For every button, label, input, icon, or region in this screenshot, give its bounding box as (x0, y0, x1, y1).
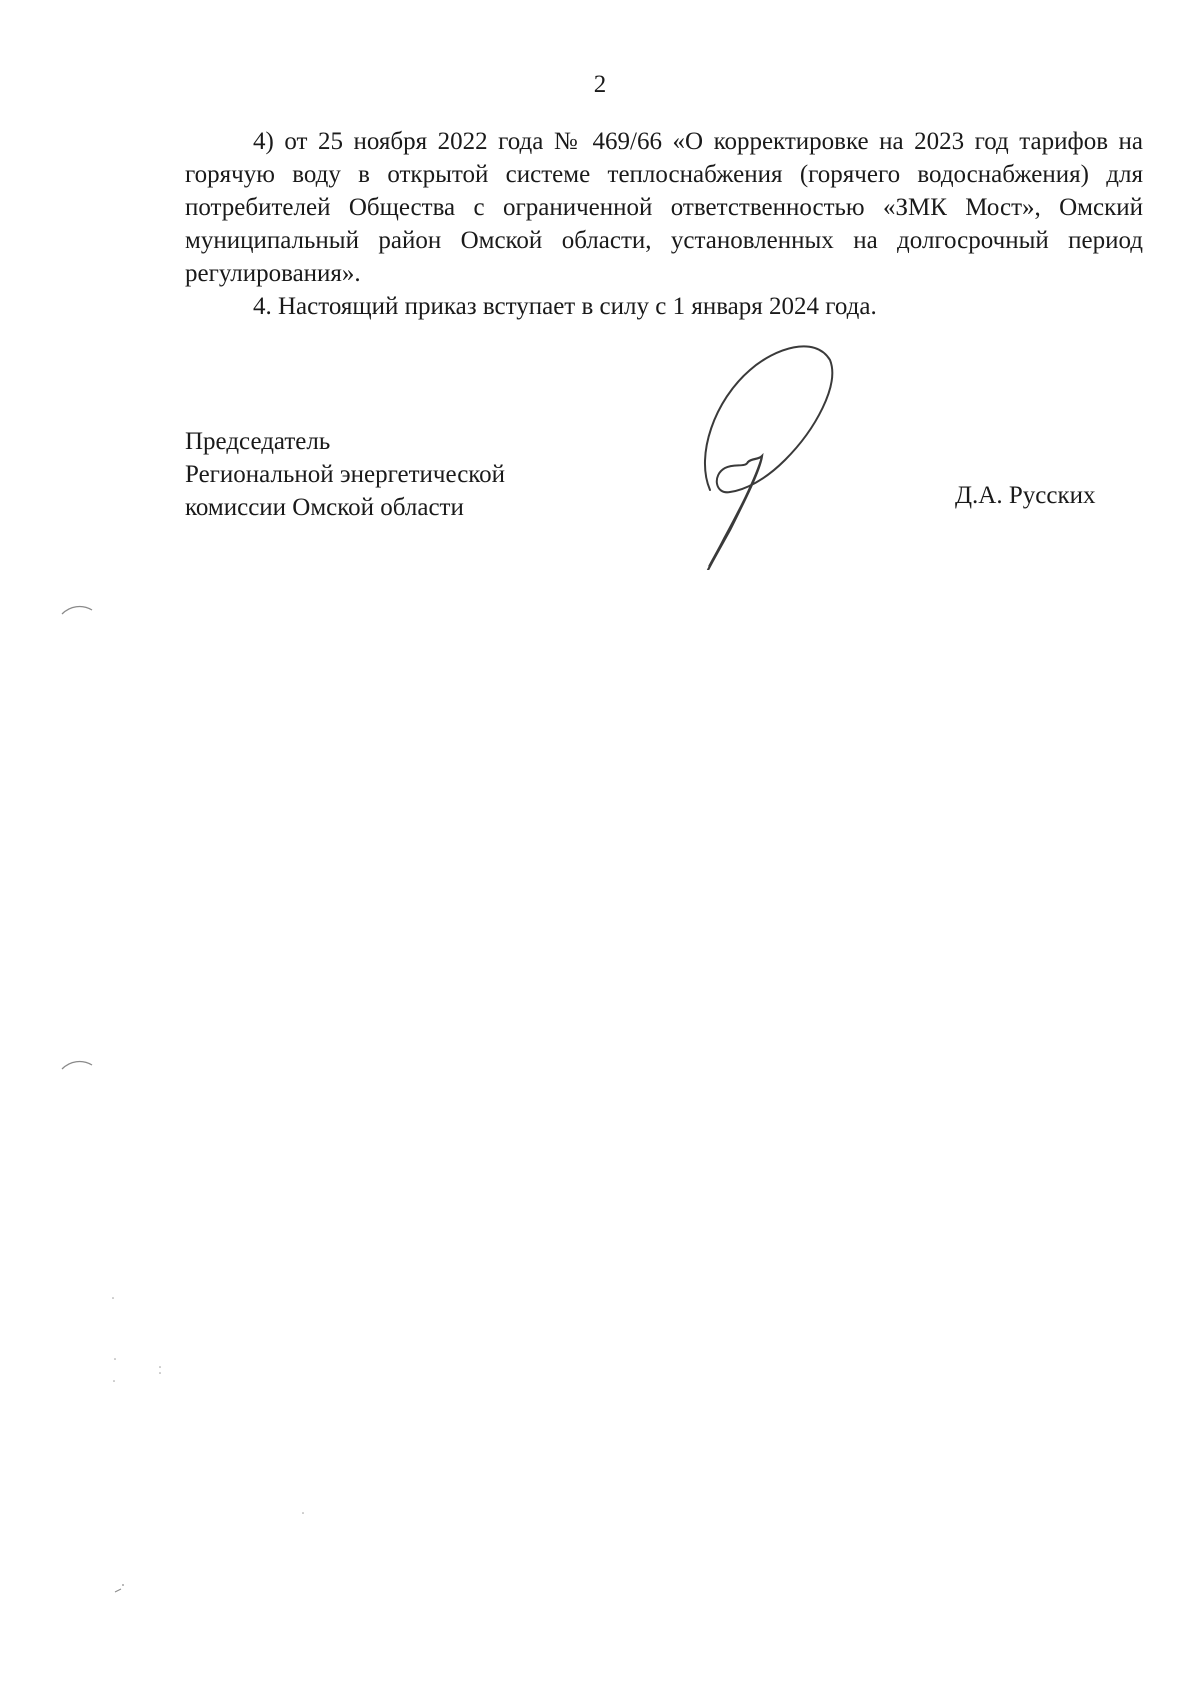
signatory-title-line: комиссии Омской области (185, 494, 464, 521)
document-body (185, 125, 1143, 323)
paragraph-item-4: 4) от 25 ноября 2022 года № 469/66 «О корректировке на 2023 год тарифов на горячую воду в открытой системе теплоснабжения (горячего водоснабжения) для потребителей Общества с ограниченной ответственностью «ЗМК Мост», Омский муниципальный район Омской области, установленных на долгосрочный период регулирования». (185, 128, 1143, 287)
scan-artifact (60, 600, 100, 620)
signatory-title (185, 425, 505, 524)
paragraph-effective-date: 4. Настоящий приказ вступает в силу с 1 января 2024 года. (253, 293, 877, 320)
signatory-title-line: Региональной энергетической (185, 461, 506, 488)
scan-artifact (110, 1355, 170, 1385)
signatory-name: Д.А. Русских (955, 482, 1096, 509)
page-number: 2 (593, 71, 607, 98)
handwritten-signature (690, 340, 870, 570)
scan-artifact (112, 1580, 128, 1596)
scan-artifact (60, 1055, 100, 1075)
scan-artifact (110, 1295, 120, 1305)
signatory-title-line: Председатель (185, 428, 331, 455)
scan-artifact (300, 1510, 310, 1520)
